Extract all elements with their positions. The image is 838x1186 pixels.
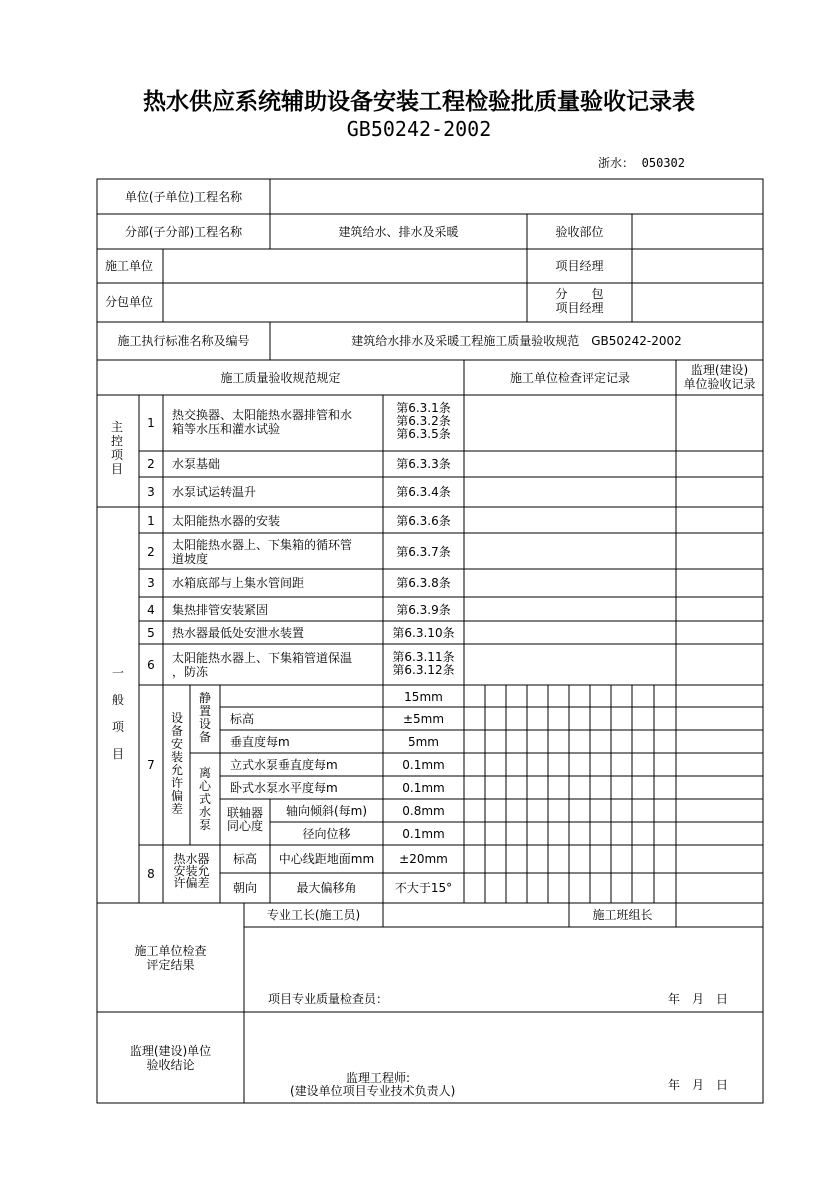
main-item-text-3: 水泵试运转温升 bbox=[172, 485, 257, 499]
item7-group-label: 设备安装允许偏差 bbox=[170, 711, 183, 816]
item7-static-label: 静置设备 bbox=[198, 691, 211, 744]
spec-col-header: 施工质量验收规范规定 bbox=[220, 371, 341, 385]
inspector-label: 项目专业质量检查员： bbox=[268, 992, 389, 1006]
sub-pm-label-2: 项目经理 bbox=[555, 301, 604, 315]
subcontractor-label: 分包单位 bbox=[105, 295, 154, 309]
supervisor-col-header-1: 监理(建设) bbox=[690, 363, 749, 377]
main-item-text-2: 水泵基础 bbox=[172, 457, 221, 471]
item7-row-5-name: 卧式水泵水平度每m bbox=[230, 781, 338, 795]
construction-result-label-2: 评定结果 bbox=[146, 958, 195, 972]
engineer-label: 监理工程师: bbox=[346, 1071, 411, 1085]
item7-row-7-value: 0.1mm bbox=[402, 827, 445, 841]
project-manager-label: 项目经理 bbox=[555, 259, 604, 273]
main-item-no-2: 2 bbox=[147, 457, 155, 471]
standard-code: GB50242-2002 bbox=[346, 117, 492, 141]
general-item-text-6b: ，防冻 bbox=[172, 665, 209, 679]
item8-row-1-name: 中心线距地面mm bbox=[278, 852, 375, 866]
main-item-clause-1c: 第6.3.5条 bbox=[396, 427, 451, 441]
serial-label: 浙水： bbox=[598, 156, 635, 170]
main-item-no-1: 1 bbox=[147, 416, 155, 430]
supervisor-result-label-2: 验收结论 bbox=[146, 1058, 195, 1072]
general-item-no-5: 5 bbox=[147, 626, 155, 640]
foreman-label: 专业工长(施工员) bbox=[266, 908, 361, 922]
item7-row-6-name: 轴向倾斜(每m) bbox=[285, 804, 368, 818]
main-item-clause-3: 第6.3.4条 bbox=[396, 485, 451, 499]
item8-row-2-name: 最大偏移角 bbox=[296, 881, 357, 895]
check-col-header: 施工单位检查评定记录 bbox=[509, 371, 630, 385]
item8-row-2-value: 不大于15° bbox=[394, 881, 453, 895]
item7-coupling-label-2: 同心度 bbox=[226, 819, 263, 833]
main-item-clause-1b: 第6.3.2条 bbox=[396, 414, 451, 428]
item7-row-5-value: 0.1mm bbox=[402, 781, 445, 795]
sub-pm-label-1: 分 包 bbox=[555, 287, 604, 301]
item8-group-label-3: 许偏差 bbox=[173, 876, 210, 890]
unit-project-label: 单位(子单位)工程名称 bbox=[124, 190, 243, 204]
general-item-clause-4: 第6.3.9条 bbox=[396, 603, 451, 617]
item7-pump-label: 离心式水泵 bbox=[198, 766, 211, 832]
item8-row-2-kind: 朝向 bbox=[232, 881, 257, 895]
general-item-clause-5: 第6.3.10条 bbox=[392, 626, 455, 640]
general-item-text-1: 太阳能热水器的安装 bbox=[172, 514, 281, 528]
main-item-clause-2: 第6.3.3条 bbox=[396, 457, 451, 471]
item7-row-2-name: 标高 bbox=[230, 712, 255, 726]
general-item-clause-3: 第6.3.8条 bbox=[396, 576, 451, 590]
team-leader-label: 施工班组长 bbox=[592, 908, 653, 922]
date-label-2: 年 月 日 bbox=[668, 1078, 729, 1092]
main-item-clause-1a: 第6.3.1条 bbox=[396, 401, 451, 415]
general-item-no-3: 3 bbox=[147, 576, 155, 590]
item7-row-2-value: ±5mm bbox=[402, 712, 445, 726]
general-item-text-5: 热水器最低处安泄水装置 bbox=[172, 626, 305, 640]
item7-row-3-value: 5mm bbox=[407, 735, 439, 749]
construction-unit-label: 施工单位 bbox=[105, 259, 154, 273]
general-item-text-3: 水箱底部与上集水管间距 bbox=[172, 576, 305, 590]
item7-row-4-name: 立式水泵垂直度每m bbox=[230, 758, 338, 772]
item7-row-7-name: 径向位移 bbox=[302, 827, 351, 841]
general-item-text-4: 集热排管安装紧固 bbox=[172, 603, 269, 617]
general-item-no-6: 6 bbox=[147, 658, 155, 672]
page-title: 热水供应系统辅助设备安装工程检验批质量验收记录表 bbox=[143, 89, 695, 115]
construction-result-label-1: 施工单位检查 bbox=[134, 944, 207, 958]
general-item-no-1: 1 bbox=[147, 514, 155, 528]
general-item-no-8: 8 bbox=[147, 867, 155, 881]
general-item-no-7: 7 bbox=[147, 758, 155, 772]
general-item-text-2a: 太阳能热水器上、下集箱的循环管 bbox=[172, 538, 353, 552]
general-item-no-4: 4 bbox=[147, 603, 155, 617]
supervisor-result-label-1: 监理(建设)单位 bbox=[129, 1044, 212, 1058]
supervisor-col-header-2: 单位验收记录 bbox=[683, 377, 756, 391]
main-item-no-3: 3 bbox=[147, 485, 155, 499]
main-items-label: 主控项目 bbox=[110, 420, 123, 476]
sub-project-label: 分部(子分部)工程名称 bbox=[124, 225, 243, 239]
item7-coupling-label-1: 联轴器 bbox=[226, 806, 263, 820]
general-item-clause-6b: 第6.3.12条 bbox=[392, 663, 455, 677]
general-item-clause-1: 第6.3.6条 bbox=[396, 514, 451, 528]
item7-row-3-name: 垂直度每m bbox=[230, 735, 290, 749]
serial-value: 050302 bbox=[641, 156, 686, 170]
sub-project-field[interactable]: 建筑给水、排水及采暖 bbox=[338, 225, 459, 239]
item7-row-4-value: 0.1mm bbox=[402, 758, 445, 772]
date-label-1: 年 月 日 bbox=[668, 992, 729, 1006]
main-item-text-1b: 箱等水压和灌水试验 bbox=[172, 422, 281, 436]
standard-label: 施工执行标准名称及编号 bbox=[117, 334, 250, 348]
item7-row-1-value: 15mm bbox=[404, 690, 443, 704]
item7-row-6-value: 0.8mm bbox=[402, 804, 445, 818]
engineer-note: (建设单位项目专业技术负责人) bbox=[290, 1084, 456, 1098]
acceptance-part-label: 验收部位 bbox=[555, 225, 604, 239]
general-item-clause-2: 第6.3.7条 bbox=[396, 545, 451, 559]
item8-row-1-value: ±20mm bbox=[399, 852, 448, 866]
general-items-label: 一般项目 bbox=[111, 666, 124, 761]
item8-row-1-kind: 标高 bbox=[232, 852, 257, 866]
standard-value: 建筑给水排水及采暖工程施工质量验收规范 GB50242-2002 bbox=[351, 334, 682, 348]
item8-group-label-1: 热水器 bbox=[173, 852, 210, 866]
main-item-text-1a: 热交换器、太阳能热水器排管和水 bbox=[172, 408, 353, 422]
general-item-no-2: 2 bbox=[147, 545, 155, 559]
general-item-text-6a: 太阳能热水器上、下集箱管道保温 bbox=[172, 651, 353, 665]
general-item-text-2b: 道坡度 bbox=[172, 552, 209, 566]
item8-group-label-2: 安装允 bbox=[173, 864, 210, 878]
general-item-clause-6a: 第6.3.11条 bbox=[392, 650, 455, 664]
